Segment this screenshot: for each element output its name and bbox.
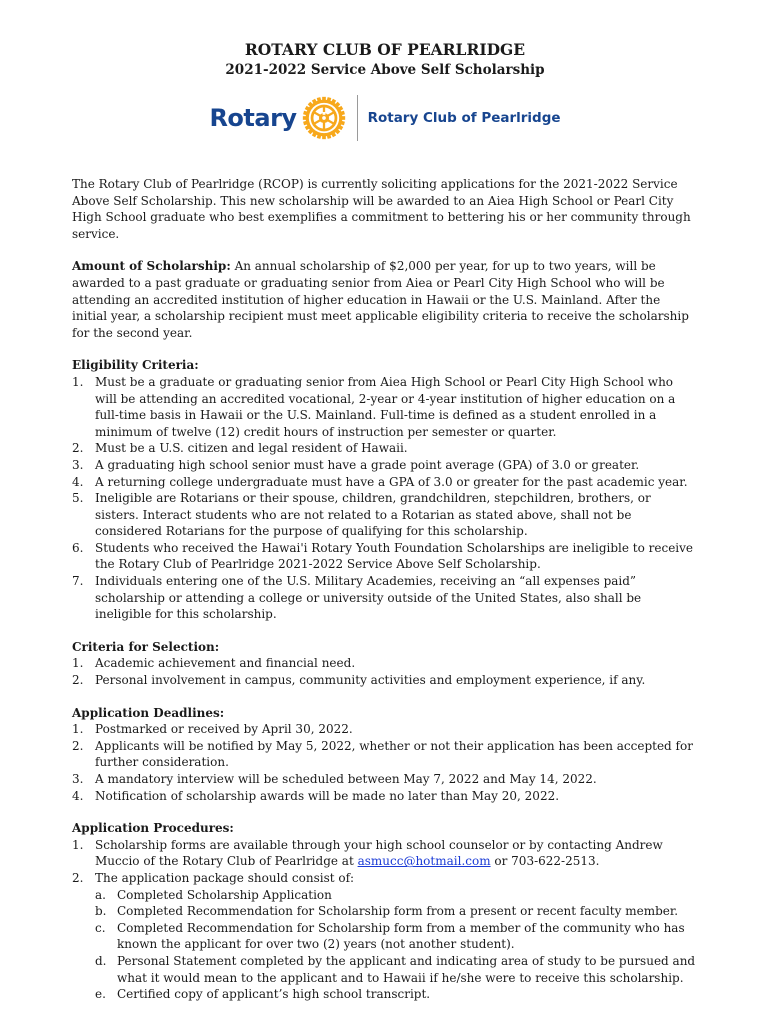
logo-club-name: Rotary Club of Pearlridge [367,110,561,126]
sub-list-item: e. Certified copy of applicant’s high school transcript. [95,987,431,1002]
email-link[interactable]: asmucc@hotmail.com [357,854,491,869]
package-sublist [95,887,698,1003]
deadlines-section [72,705,698,805]
eligibility-title: Eligibility Criteria: [72,358,199,373]
eligibility-list [72,374,698,623]
amount-paragraph [72,258,698,341]
selection-title: Criteria for Selection: [72,639,220,654]
list-item: 2. Must be a U.S. citizen and legal resident of Hawaii. [72,441,408,456]
sub-list-item: c. Completed Recommendation for Scholarship form from a member of the community who has known the applicant for over two (2) years (not another student). [95,920,685,952]
procedures-section [72,820,698,1003]
list-item: 1. Postmarked or received by April 30, 2022. [72,722,353,737]
rotary-logo [72,88,698,148]
list-item: 1. Must be a graduate or graduating senior from Aiea High School or Pearl City High School who will be attending an accredited vocational, 2-year or 4-year institution of higher education on a full-time basis in Hawaii or the U.S. Mainland. Full-time is defined as a student enrolled in a minimum of twelve (12) credit hours of instruction per semester or quarter. [72,374,676,439]
logo-divider [357,95,358,141]
list-item: 4. Notification of scholarship awards will be made no later than May 20, 2022. [72,788,560,803]
intro-paragraph: The Rotary Club of Pearlridge (RCOP) is currently soliciting applications for the 2021-2022 Service Above Self Scholarship. This new scholarship will be awarded to an Aiea High School or Pearl City High School graduate who best exemplifies a commitment to bettering his or her community through service. [72,177,691,241]
list-item: 2. Personal involvement in campus, community activities and employment experience, if any. [72,673,646,688]
sub-list-item: d. Personal Statement completed by the applicant and indicating area of study to be pursued and what it would mean to the applicant and to Hawaii if he/she were to receive this scholarship. [95,953,696,985]
list-item: 7. Individuals entering one of the U.S. Military Academies, receiving an “all expenses paid” scholarship or attending a college or university outside of the United States, also shall be ineligible for this scholarship. [72,574,642,622]
procedures-title: Application Procedures: [72,821,234,836]
rotary-wheel-icon [301,95,347,141]
document-title: ROTARY CLUB OF PEARLRIDGE [244,40,526,59]
document-subtitle: 2021-2022 Service Above Self Scholarship [225,62,545,78]
list-item: 5. Ineligible are Rotarians or their spouse, children, grandchildren, stepchildren, brothers, or sisters. Interact students who are not related to a Rotarian as stated above, shall not be considered Rotarians for the purpose of qualifying for this scholarship. [72,491,651,539]
sub-list-item: b. Completed Recommendation for Scholarship form from a present or recent faculty member. [95,904,679,919]
selection-section [72,639,698,689]
deadlines-title: Application Deadlines: [72,705,225,720]
list-item: 1. Scholarship forms are available through your high school counselor or by contacting Andrew Muccio of the Rotary Club of Pearlridge at asmucc@hotmail.com or 703-622-2513. [72,837,663,869]
list-item: 6. Students who received the Hawai'i Rotary Youth Foundation Scholarships are ineligible to receive the Rotary Club of Pearlridge 2021-2022 Service Above Self Scholarship. [72,540,694,572]
list-item: 3. A graduating high school senior must have a grade point average (GPA) of 3.0 or greater. [72,457,640,472]
list-item: 2. The application package should consist of: a. Completed Scholarship Application b. Completed Recommendation for Scholarship form from a present or recent faculty member. c. Completed Recommendation for Scholarship form from a member of the community who has known the applicant for over two (2) years (not another student). d. Personal Statement completed by the applicant and indicating area of study to be pursued and what it would mean to the applicant and to Hawaii if he/she were to receive this scholarship. e. Certified copy of applicant’s high school transcript. [72,870,698,1003]
list-item: 4. A returning college undergraduate must have a GPA of 3.0 or greater for the past academic year. [72,474,688,489]
list-item: 3. A mandatory interview will be scheduled between May 7, 2022 and May 14, 2022. [72,772,597,786]
amount-label: Amount of Scholarship: [72,259,231,274]
sub-list-item: a. Completed Scholarship Application [95,887,332,902]
deadlines-list [72,721,698,804]
list-item: 1. Academic achievement and financial need. [72,656,356,671]
logo-wordmark: Rotary [209,104,297,132]
list-item: 2. Applicants will be notified by May 5, 2022, whether or not their application has been accepted for further consideration. [72,738,693,770]
amount-text: An annual scholarship of $2,000 per year, for up to two years, will be awarded to a past graduate or graduating senior from Aiea or Pearl City High School who will be attending an accredited institution of higher education in Hawaii or the U.S. Mainland. After the initial year, a scholarship recipient must meet applicable eligibility criteria to receive the scholarship for the second year. [72,259,689,340]
procedures-list [72,837,698,1003]
eligibility-section [72,357,698,623]
selection-list [72,655,698,688]
